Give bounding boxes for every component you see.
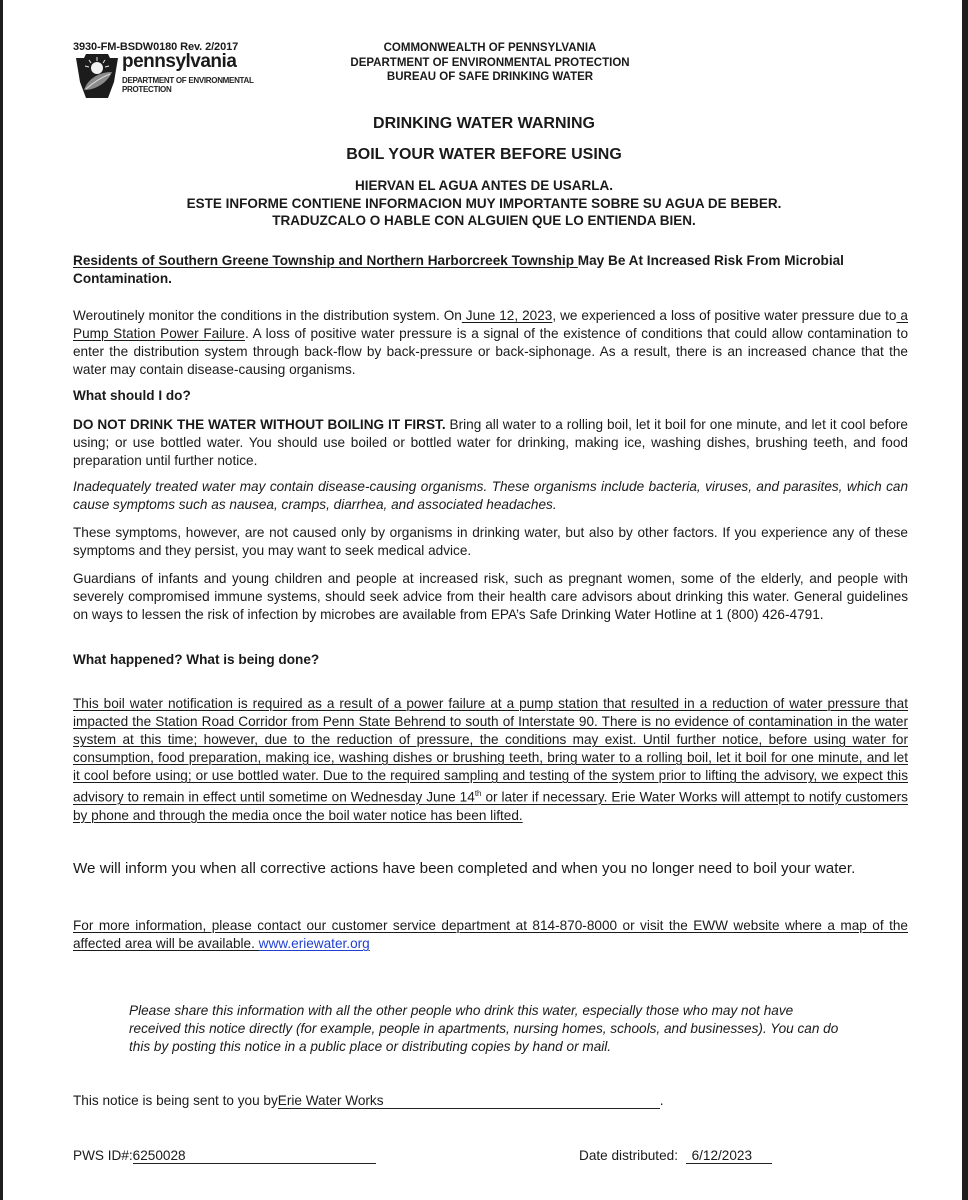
pa-dep-logo (74, 51, 274, 98)
form-id: 3930-FM-BSDW0180 Rev. 2/2017 (73, 41, 239, 53)
eww-website-link[interactable]: www.eriewater.org (258, 936, 370, 951)
pws-id-label: PWS ID#: (73, 1148, 133, 1163)
agency-line1: COMMONWEALTH OF PENNSYLVANIA (383, 42, 597, 54)
heading-what-should-i-do: What should I do? (73, 388, 191, 403)
p6-text-a: This boil water notification is required as a result of a power failure at a pump station that resulted in a reduction of water pressure that impacted the Station Road Corridor from Penn State Behrend to south of Interstate 90. There is no evidence of contamination in the water system at this time; however, due to the reduction of pressure, the conditions may exist. Until further notice, before using water for consumption, food preparation, making ice, washing dishes or brushing teeth, bring water to a rolling boil, let it boil for one minute, and let it cool before using; or use bottled water. Due to the required sampling and testing of the system prior to lifting the advisory, we expect this advisory to remain in effect until sometime on Wednesday June 14 (73, 696, 908, 805)
spanish-line1: HIERVAN EL AGUA ANTES DE USARLA. (354, 178, 614, 193)
spanish-notice (0, 177, 968, 230)
p2-text: Bring all water to a rolling boil, let it boil for one minute, and let it cool before using; or use bottled water. You should use boiled or bottled water for drinking, making ice, washing dishes, brushing teeth, and food preparation until further notice. (73, 417, 908, 468)
paragraph-instructions (73, 416, 908, 470)
paragraph-symptoms: These symptoms, however, are not caused only by organisms in drinking water, but also by other factors. If you experience any of these symptoms and they persist, you may want to seek medical advice. (73, 525, 908, 558)
paragraph-more-info (73, 917, 908, 953)
paragraph-organisms: Inadequately treated water may contain disease-causing organisms. These organisms include bacteria, viruses, and parasites, which can cause symptoms such as nausea, cramps, diarrhea, and associated headaches. (73, 479, 908, 512)
p6-sup: th (474, 789, 482, 798)
spanish-line3: TRADUZCALO O HABLE CON ALGUIEN QUE LO ENTIENDA BIEN. (272, 213, 696, 228)
affected-area-headline (73, 252, 908, 288)
do-not-drink-warning: DO NOT DRINK THE WATER WITHOUT BOILING IT FIRST. (73, 417, 446, 432)
logo-dept-name (122, 76, 254, 94)
p1-text-b: , we experienced a loss of positive water pressure due to (552, 308, 897, 323)
agency-line2: DEPARTMENT OF ENVIRONMENTAL PROTECTION (350, 56, 630, 69)
date-distributed-line (579, 1148, 772, 1164)
incident-date: June 12, 2023 (461, 308, 553, 323)
sender-line (73, 1093, 664, 1109)
p1-text-c: . A loss of positive water pressure is a signal of the existence of conditions that could allow contamination to enter the distribution system through back-flow by back-pressure or back-siphonage. As a result, there is an increased chance that the water may contain disease-causing organisms. (73, 326, 909, 377)
headline-rest: May Be At Increased Risk From Microbial Contamination. (73, 253, 844, 286)
p8-text: For more information, please contact our customer service department at 814-870-8000 or visit the EWW website where a map of the affected area will be available. (73, 918, 908, 951)
logo-dept-line1: DEPARTMENT OF ENVIRONMENTAL (122, 76, 254, 85)
incident-cause: a Pump Station Power Failure (73, 308, 908, 341)
title-boil: BOIL YOUR WATER BEFORE USING (346, 146, 622, 163)
date-distributed-value: 6/12/2023 (686, 1148, 772, 1164)
sender-end: . (659, 1093, 664, 1108)
paragraph-guardians: Guardians of infants and young children and people at increased risk, such as pregnant women, some of the elderly, and people with severely compromised immune systems, should seek advice from their health care advisors about drinking this water. General guidelines on ways to lessen the risk of infection by microbes are available from EPA’s Safe Drinking Water Hotline at 1 (800) 426-4791. (73, 571, 908, 622)
affected-area: Residents of Southern Greene Township and Northern Harborcreek Township (73, 253, 578, 268)
paragraph-incident (73, 307, 908, 379)
spanish-line2: ESTE INFORME CONTIENE INFORMACION MUY IMPORTANTE SOBRE SU AGUA DE BEBER. (186, 195, 782, 211)
share-notice: Please share this information with all the other people who drink this water, especially those who may not have received this notice directly (for example, people in apartments, nursing homes, schools, and businesses). You can do this by posting this notice in a public place or distributing copies by hand or mail. (129, 1003, 839, 1054)
agency-line3: BUREAU OF SAFE DRINKING WATER (386, 71, 594, 83)
p1-text-a: Weroutinely monitor the conditions in the distribution system. On (73, 308, 462, 323)
heading-what-happened: What happened? What is being done? (73, 652, 320, 667)
pws-id-value: 6250028 (133, 1148, 376, 1164)
agency-header (320, 41, 660, 85)
logo-wordmark: pennsylvania (122, 51, 237, 72)
sender-label: This notice is being sent to you by (73, 1093, 278, 1108)
pws-id-line (73, 1148, 376, 1164)
paragraph-what-happened (73, 695, 908, 825)
keystone-sun-leaf-icon (74, 54, 120, 98)
title-warning: DRINKING WATER WARNING (373, 115, 595, 132)
date-distributed-label: Date distributed: (579, 1148, 678, 1163)
logo-dept-line2: PROTECTION (122, 85, 172, 94)
paragraph-inform: We will inform you when all corrective actions have been completed and when you no longer need to boil your water. (73, 860, 856, 877)
sender-value: Erie Water Works (278, 1093, 660, 1109)
p6-text-b: or later if necessary. Erie Water Works will attempt to notify customers by phone and through the media once the boil water notice has been lifted. (73, 789, 908, 823)
